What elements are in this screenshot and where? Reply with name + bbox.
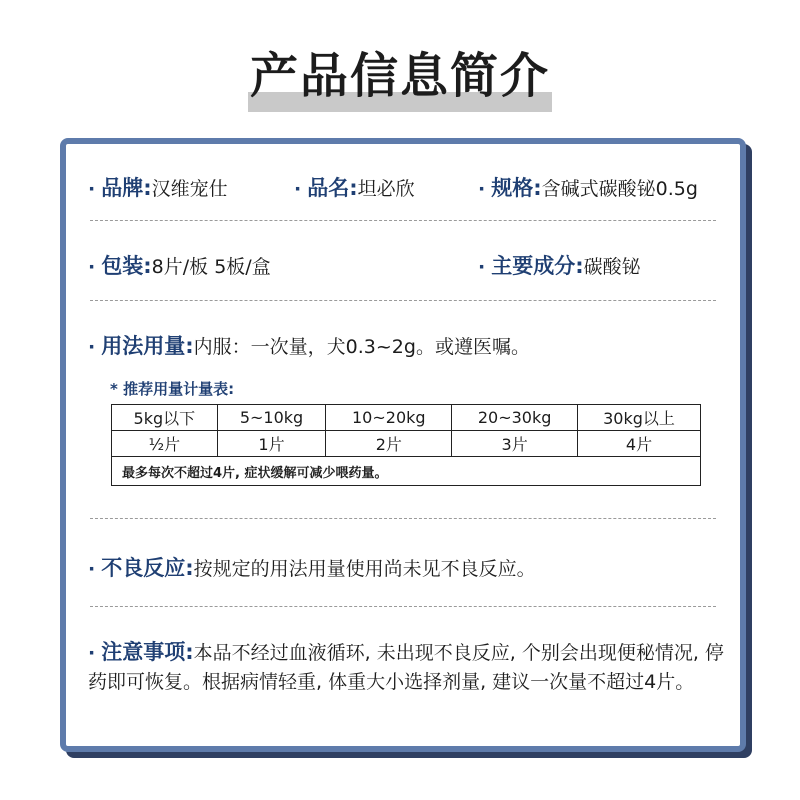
name-label: 品名:: [307, 176, 358, 200]
brand-row: [88, 172, 228, 202]
dose-note: 最多每次不超过4片, 症状缓解可减少喂药量。: [112, 457, 701, 486]
bullet-dot: ·: [88, 558, 96, 580]
caution-paragraph: [88, 638, 728, 697]
weight-cell: 5kg以下: [112, 405, 218, 431]
bullet-dot: ·: [478, 178, 486, 200]
brand-value: 汉维宠仕: [151, 178, 228, 200]
bullet-dot: ·: [88, 336, 96, 358]
weight-cell: 30kg以上: [578, 405, 701, 431]
divider: [90, 220, 716, 221]
package-value: 8片/板 5板/盒: [151, 256, 271, 278]
dose-cell: 3片: [452, 431, 578, 457]
adverse-label: 不良反应:: [101, 556, 194, 580]
adverse-value: 按规定的用法用量使用尚未见不良反应。: [193, 558, 536, 580]
weight-cell: 5~10kg: [217, 405, 326, 431]
name-row: [294, 172, 415, 202]
ingredient-label: 主要成分:: [491, 254, 584, 278]
dose-cell: ½片: [112, 431, 218, 457]
divider: [90, 606, 716, 607]
spec-label: 规格:: [491, 176, 542, 200]
dose-cell: 1片: [217, 431, 326, 457]
spec-row: [478, 172, 698, 202]
adverse-row: [88, 552, 536, 582]
spec-value: 含碱式碳酸铋0.5g: [541, 178, 698, 200]
weight-cell: 20~30kg: [452, 405, 578, 431]
weight-cell: 10~20kg: [326, 405, 452, 431]
bullet-dot: ·: [88, 178, 96, 200]
divider: [90, 300, 716, 301]
usage-row: [88, 330, 530, 360]
bullet-dot: ·: [88, 642, 96, 664]
package-row: [88, 250, 271, 280]
dose-table-note-row: [112, 457, 701, 486]
dose-table-header-row: [112, 405, 701, 431]
ingredient-row: [478, 250, 641, 280]
usage-value: 内服：一次量，犬0.3~2g。或遵医嘱。: [193, 336, 530, 358]
caution-value: 本品不经过血液循环, 未出现不良反应, 个别会出现便秘情况, 停药即可恢复。根据病情轻重, 体重大小选择剂量, 建议一次量不超过4片。: [88, 642, 724, 693]
dose-table-value-row: [112, 431, 701, 457]
dose-table-title: * 推荐用量计量表:: [110, 380, 235, 398]
dose-cell: 2片: [326, 431, 452, 457]
dose-table: [111, 404, 701, 486]
name-value: 坦必欣: [357, 178, 415, 200]
ingredient-value: 碳酸铋: [583, 256, 641, 278]
info-card: [60, 138, 746, 752]
caution-label: 注意事项:: [101, 640, 194, 664]
brand-label: 品牌:: [101, 176, 152, 200]
dose-cell: 4片: [578, 431, 701, 457]
page-title: 产品信息简介: [249, 48, 550, 104]
bullet-dot: ·: [478, 256, 486, 278]
usage-label: 用法用量:: [101, 334, 194, 358]
bullet-dot: ·: [88, 256, 96, 278]
divider: [90, 518, 716, 519]
title-block: [248, 40, 552, 112]
package-label: 包装:: [101, 254, 152, 278]
bullet-dot: ·: [294, 178, 302, 200]
